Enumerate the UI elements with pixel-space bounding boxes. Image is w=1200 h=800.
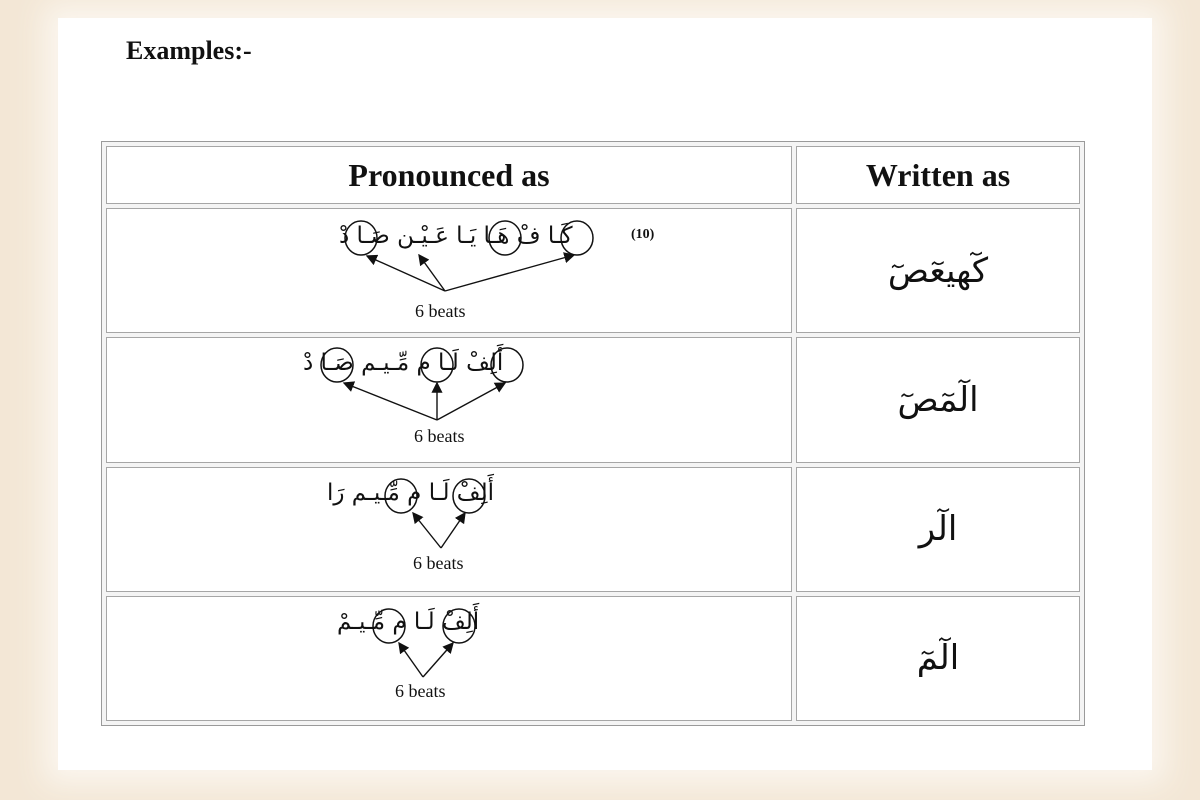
written-as-header: Written as bbox=[796, 146, 1080, 204]
madd-circle bbox=[491, 348, 523, 382]
madd-circle bbox=[321, 348, 353, 382]
madd-circle bbox=[489, 221, 521, 255]
pronunciation-text: أَلِفْ لَـا م مِّـيـم رَا bbox=[327, 479, 494, 506]
written-form: كٓهيعٓصٓ bbox=[887, 250, 989, 291]
written-form: الٓمٓ bbox=[916, 638, 960, 679]
beat-arrow bbox=[413, 513, 441, 548]
pronunciation-text: أَلِفْ لَـا م مِّـيـمْ bbox=[337, 608, 480, 635]
table-row bbox=[106, 208, 1080, 333]
beat-arrow bbox=[367, 256, 445, 291]
beats-label: 6 beats bbox=[414, 426, 465, 447]
verse-reference: (10) bbox=[631, 227, 655, 243]
pronounced-cell bbox=[106, 467, 792, 592]
written-form: الٓمٓصٓ bbox=[897, 379, 979, 420]
pronounced-cell bbox=[106, 208, 792, 333]
written-cell bbox=[796, 467, 1080, 592]
beat-markers bbox=[107, 597, 791, 720]
table-header-row bbox=[106, 146, 1080, 204]
beat-arrow bbox=[437, 383, 505, 420]
table-row bbox=[106, 337, 1080, 462]
written-cell bbox=[796, 596, 1080, 721]
pronunciation-text: كَـا فْ هَـا يَـا عَـيْـن صَـا دْ bbox=[339, 223, 573, 250]
written-form: الٓر bbox=[918, 509, 958, 550]
beats-label: 6 beats bbox=[413, 552, 464, 573]
table-row bbox=[106, 467, 1080, 592]
madd-circle bbox=[373, 609, 405, 643]
madd-circle bbox=[561, 221, 593, 255]
madd-circle bbox=[345, 221, 377, 255]
madd-circle bbox=[443, 609, 475, 643]
beat-arrow bbox=[399, 643, 423, 677]
beats-label: 6 beats bbox=[395, 680, 446, 701]
written-cell bbox=[796, 208, 1080, 333]
pronounced-cell bbox=[106, 596, 792, 721]
beat-arrow bbox=[344, 383, 437, 420]
beat-arrow bbox=[441, 513, 465, 548]
beat-arrow bbox=[445, 255, 574, 291]
written-cell bbox=[796, 337, 1080, 462]
pronunciation-text: أَلِفْ لَـا م مِّـيـم صَـا دْ bbox=[303, 350, 504, 377]
beats-label: 6 beats bbox=[415, 301, 466, 322]
madd-circle bbox=[385, 479, 417, 513]
madd-circle bbox=[453, 479, 485, 513]
examples-heading: Examples:- bbox=[126, 36, 252, 65]
pronounced-cell bbox=[106, 337, 792, 462]
examples-table bbox=[101, 141, 1085, 726]
table-row bbox=[106, 596, 1080, 721]
beat-arrow bbox=[423, 643, 453, 677]
madd-circle bbox=[421, 348, 453, 382]
pronounced-as-header: Pronounced as bbox=[106, 146, 792, 204]
